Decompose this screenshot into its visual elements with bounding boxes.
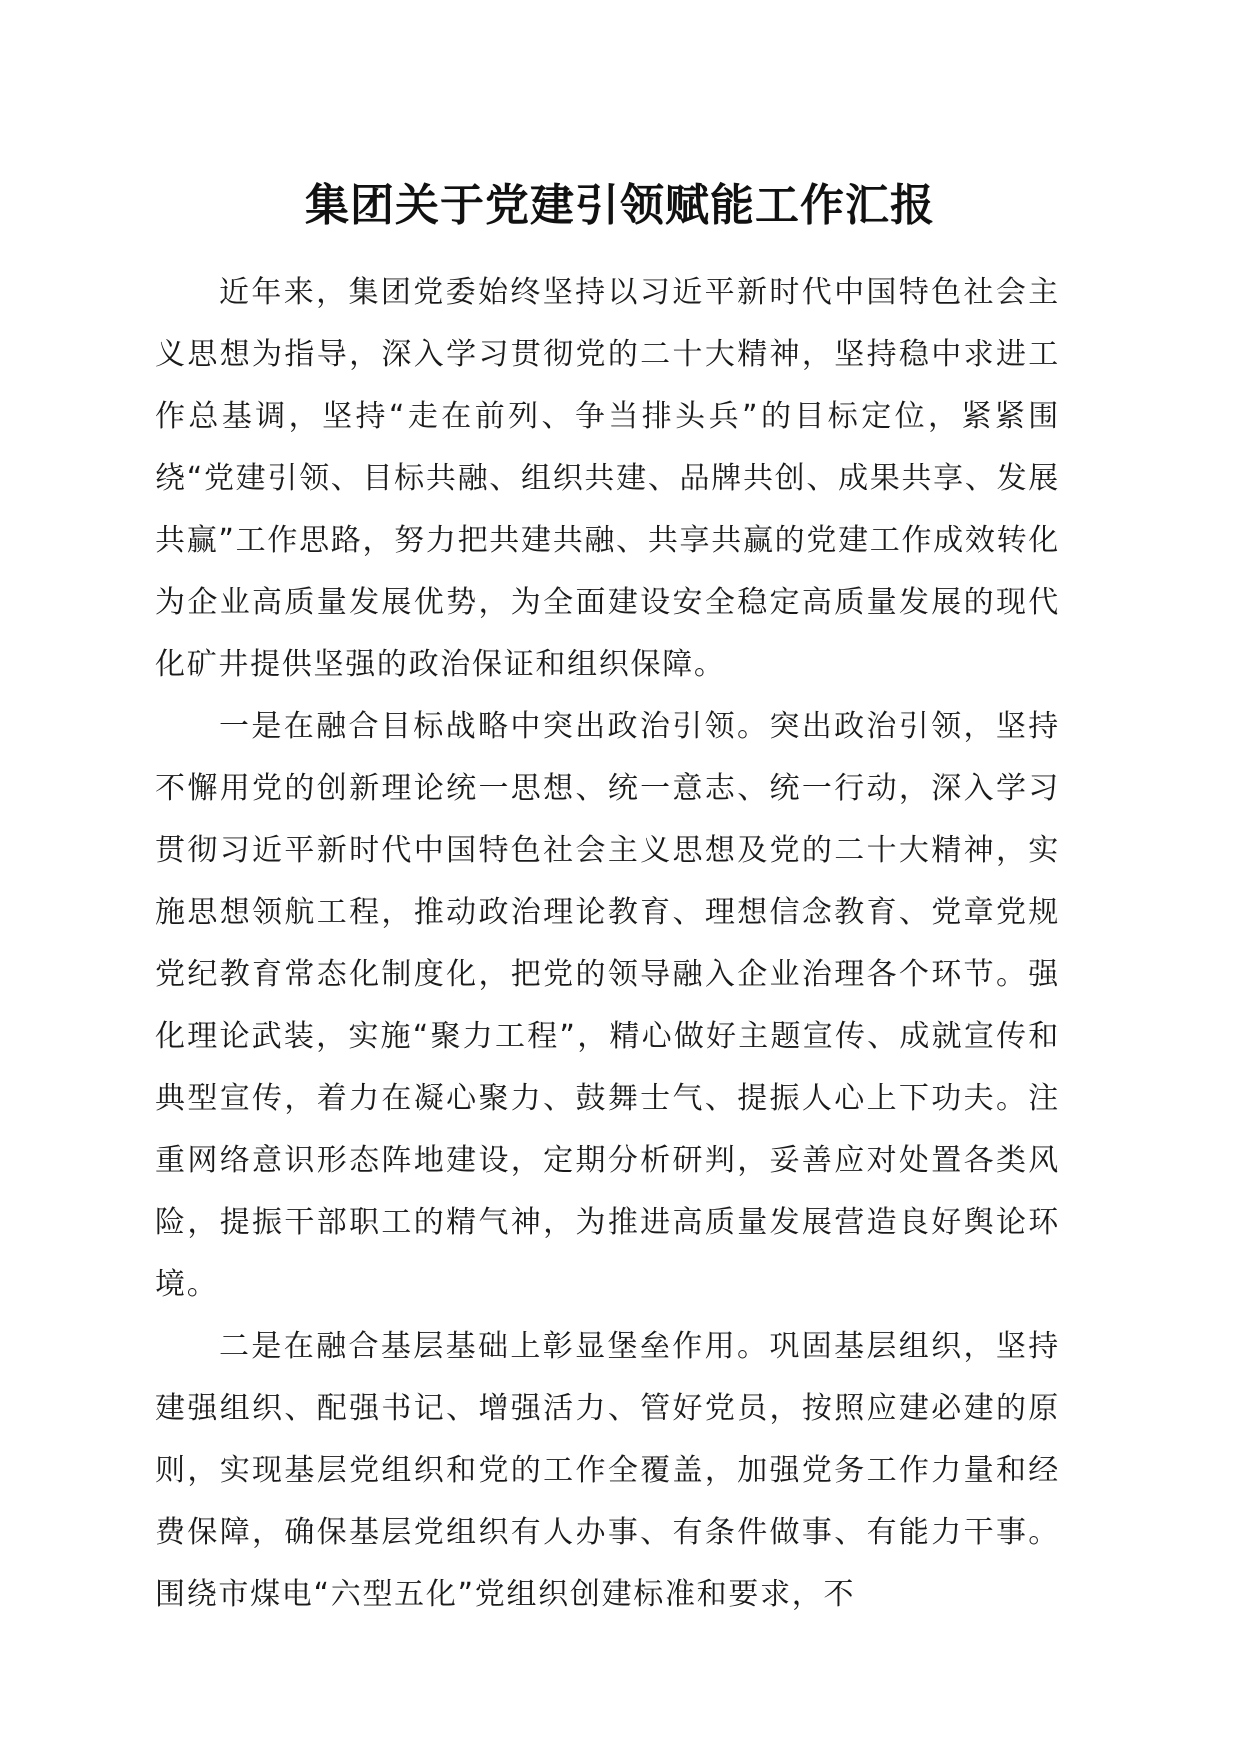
paragraph-intro: 近年来，集团党委始终坚持以习近平新时代中国特色社会主义思想为指导，深入学习贯彻党的二十大精神，坚持稳中求进工作总基调，坚持“走在前列、争当排头兵”的目标定位，紧紧围绕“党建引领、目标共融、组织共建、品牌共创、成果共享、发展共赢”工作思路，努力把共建共融、共享共赢的党建工作成效转化为企业高质量发展优势，为全面建设安全稳定高质量发展的现代化矿井提供坚强的政治保证和组织保障。 xyxy=(155,275,1060,682)
paragraph-political-leadership: 一是在融合目标战略中突出政治引领。突出政治引领，坚持不懈用党的创新理论统一思想、统一意志、统一行动，深入学习贯彻习近平新时代中国特色社会主义思想及党的二十大精神，实施思想领航工程，推动政治理论教育、理想信念教育、党章党规党纪教育常态化制度化，把党的领导融入企业治理各个环节。强化理论武装，实施“聚力工程”，精心做好主题宣传、成就宣传和典型宣传，着力在凝心聚力、鼓舞士气、提振人心上下功夫。注重网络意识形态阵地建设，定期分析研判，妥善应对处置各类风险，提振干部职工的精气神，为推进高质量发展营造良好舆论环境。 xyxy=(155,709,1060,1302)
paragraph-grassroots-fortress: 二是在融合基层基础上彰显堡垒作用。巩固基层组织，坚持建强组织、配强书记、增强活力、管好党员，按照应建必建的原则，实现基层党组织和党的工作全覆盖，加强党务工作力量和经费保障，确保基层党组织有人办事、有条件做事、有能力干事。围绕市煤电“六型五化”党组织创建标准和要求，不 xyxy=(155,1329,1060,1612)
document-title: 集团关于党建引领赋能工作汇报 xyxy=(305,180,935,231)
document-body xyxy=(155,262,1060,1626)
